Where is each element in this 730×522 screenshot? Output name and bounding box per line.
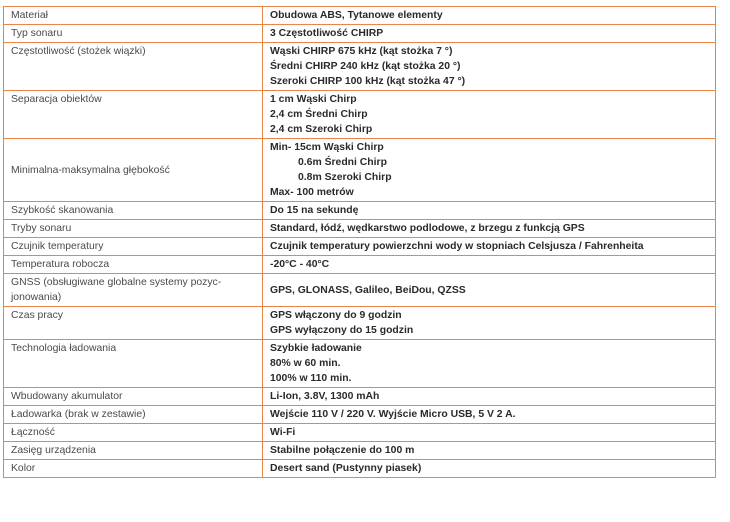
value-line: 100% w 110 min. xyxy=(270,373,352,384)
row-value-sonar-type xyxy=(263,25,716,43)
row-value-range xyxy=(263,442,716,460)
row-value-material xyxy=(263,7,716,25)
table-row xyxy=(4,424,716,442)
row-label-gnss xyxy=(4,274,263,307)
value-line: Wąski CHIRP 675 kHz (kąt stożka 7 °) xyxy=(270,46,453,57)
row-label-material: Materiał xyxy=(4,7,263,25)
row-label-sonar-type: Typ sonaru xyxy=(4,25,263,43)
row-value-runtime xyxy=(263,307,716,340)
table-row xyxy=(4,256,716,274)
value-line: 1 cm Wąski Chirp xyxy=(270,94,357,105)
value-line: Max- 100 metrów xyxy=(270,187,354,198)
row-value-scan-speed xyxy=(263,202,716,220)
value-line: GPS, GLONASS, Galileo, BeiDou, QZSS xyxy=(270,284,466,296)
table-row xyxy=(4,25,716,43)
row-label-charging: Technologia ładowania xyxy=(4,340,263,388)
row-value-color xyxy=(263,460,716,478)
row-value-gnss xyxy=(263,274,716,307)
value-line: 3 Częstotliwość CHIRP xyxy=(270,28,384,39)
row-label-battery: Wbudowany akumulator xyxy=(4,388,263,406)
row-label-sonar-modes: Tryby sonaru xyxy=(4,220,263,238)
value-line: Desert sand (Pustynny piasek) xyxy=(270,463,422,474)
spec-table xyxy=(3,6,716,478)
row-value-charging xyxy=(263,340,716,388)
row-label-separation: Separacja obiektów xyxy=(4,91,263,139)
table-row xyxy=(4,307,716,340)
row-label-range: Zasięg urządzenia xyxy=(4,442,263,460)
row-label-depth: Minimalna-maksymalna głębokość xyxy=(4,139,263,202)
table-row xyxy=(4,460,716,478)
value-line: Standard, łódź, wędkarstwo podlodowe, z brzegu z funkcją GPS xyxy=(270,223,585,234)
row-value-operating-temp xyxy=(263,256,716,274)
label-line: GNSS (obsługiwane globalne systemy pozyc- xyxy=(11,277,222,288)
value-line: Min- 15cm Wąski Chirp xyxy=(270,142,384,153)
row-value-frequency xyxy=(263,43,716,91)
value-line: 0.8m Szeroki Chirp xyxy=(298,172,392,183)
row-label-operating-temp: Temperatura robocza xyxy=(4,256,263,274)
row-value-battery xyxy=(263,388,716,406)
row-value-charger xyxy=(263,406,716,424)
value-line: Do 15 na sekundę xyxy=(270,205,359,216)
row-label-color: Kolor xyxy=(4,460,263,478)
row-value-depth xyxy=(263,139,716,202)
value-line: Obudowa ABS, Tytanowe elementy xyxy=(270,10,443,21)
table-row xyxy=(4,139,716,202)
row-label-runtime: Czas pracy xyxy=(4,307,263,340)
row-value-temp-sensor xyxy=(263,238,716,256)
row-value-connectivity xyxy=(263,424,716,442)
value-line: Stabilne połączenie do 100 m xyxy=(270,445,415,456)
table-row xyxy=(4,238,716,256)
row-value-separation xyxy=(263,91,716,139)
table-row xyxy=(4,43,716,91)
table-row xyxy=(4,406,716,424)
value-line: Wejście 110 V / 220 V. Wyjście Micro USB, 5 V 2 A. xyxy=(270,409,516,420)
table-row xyxy=(4,442,716,460)
label-line: jonowania) xyxy=(11,292,62,303)
value-line: Czujnik temperatury powierzchni wody w stopniach Celsjusza / Fahrenheita xyxy=(270,241,644,252)
value-line: Li-Ion, 3.8V, 1300 mAh xyxy=(270,391,380,402)
value-line: Średni CHIRP 240 kHz (kąt stożka 20 °) xyxy=(270,61,461,72)
value-line: Szybkie ładowanie xyxy=(270,343,362,354)
table-row xyxy=(4,340,716,388)
row-label-temp-sensor: Czujnik temperatury xyxy=(4,238,263,256)
value-line: 2,4 cm Średni Chirp xyxy=(270,109,368,120)
table-row xyxy=(4,274,716,307)
value-line: 2,4 cm Szeroki Chirp xyxy=(270,124,373,135)
value-line: 80% w 60 min. xyxy=(270,358,341,369)
row-value-sonar-modes xyxy=(263,220,716,238)
table-row xyxy=(4,220,716,238)
table-row xyxy=(4,7,716,25)
value-line: Szeroki CHIRP 100 kHz (kąt stożka 47 °) xyxy=(270,76,466,87)
row-label-connectivity: Łączność xyxy=(4,424,263,442)
table-row xyxy=(4,202,716,220)
value-line: -20°C - 40°C xyxy=(270,259,330,270)
table-row xyxy=(4,388,716,406)
row-label-charger: Ładowarka (brak w zestawie) xyxy=(4,406,263,424)
row-label-frequency: Częstotliwość (stożek wiązki) xyxy=(4,43,263,91)
row-label-scan-speed: Szybkość skanowania xyxy=(4,202,263,220)
table-row xyxy=(4,91,716,139)
value-line: GPS wyłączony do 15 godzin xyxy=(270,325,414,336)
value-line: Wi-Fi xyxy=(270,427,296,438)
value-line: 0.6m Średni Chirp xyxy=(298,157,387,168)
value-line: GPS włączony do 9 godzin xyxy=(270,310,402,321)
